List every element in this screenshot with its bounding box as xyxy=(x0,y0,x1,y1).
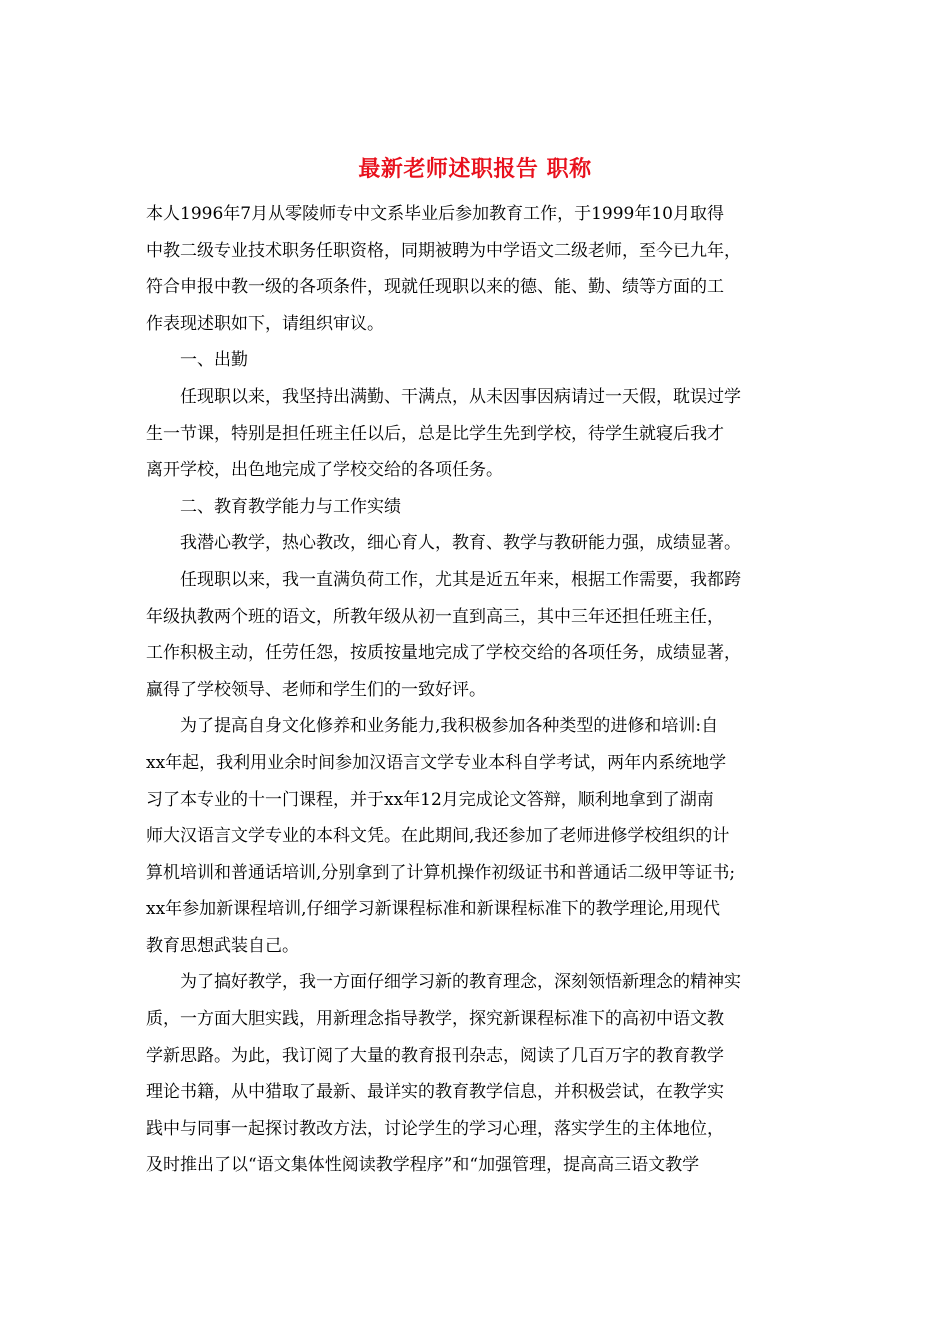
body-line: 离开学校，出色地完成了学校交给的各项任务。 xyxy=(146,460,503,481)
body-line: 赢得了学校领导、老师和学生们的一致好评。 xyxy=(146,679,486,700)
body-line: 践中与同事一起探讨教改方法，讨论学生的学习心理，落实学生的主体地位， xyxy=(146,1118,724,1139)
body-line: 工作积极主动，任劳任怨，按质按量地完成了学校交给的各项任务，成绩显著， xyxy=(146,643,741,664)
body-line: 为了提高自身文化修养和业务能力,我积极参加各种类型的进修和培训:自 xyxy=(180,716,719,737)
body-line: 任现职以来，我坚持出满勤、干满点，从未因事因病请过一天假，耽误过学 xyxy=(180,386,741,407)
body-line: 及时推出了以“语文集体性阅读教学程序”和“加强管理，提高高三语文教学 xyxy=(146,1155,700,1176)
body-line: 作表现述职如下，请组织审议。 xyxy=(146,313,384,334)
body-line: 质，一方面大胆实践，用新理念指导教学，探究新课程标准下的高初中语文教 xyxy=(146,1009,724,1030)
body-line: 算机培训和普通话培训,分别拿到了计算机操作初级证书和普通话二级甲等证书; xyxy=(146,862,736,883)
body-line: 师大汉语言文学专业的本科文凭。在此期间,我还参加了老师进修学校组织的计 xyxy=(146,826,730,847)
body-line: 教育思想武装自己。 xyxy=(146,935,299,956)
body-line: 年级执教两个班的语文，所教年级从初一直到高三，其中三年还担任班主任， xyxy=(146,606,724,627)
body-line: 理论书籍，从中猎取了最新、最详实的教育教学信息，并积极尝试，在教学实 xyxy=(146,1082,724,1103)
body-line: 我潜心教学，热心教改，细心育人，教育、教学与教研能力强，成绩显著。 xyxy=(180,533,741,554)
body-line: 二、教育教学能力与工作实绩 xyxy=(180,496,401,517)
body-line: 学新思路。为此，我订阅了大量的教育报刊杂志，阅读了几百万字的教育教学 xyxy=(146,1045,724,1066)
body-line: 一、出勤 xyxy=(180,350,248,371)
body-line: xx年参加新课程培训,仔细学习新课程标准和新课程标准下的教学理论,用现代 xyxy=(146,899,720,920)
document-title: 最新老师述职报告 职称 xyxy=(358,156,592,182)
document-body xyxy=(146,196,814,1184)
body-line: xx年起，我利用业余时间参加汉语言文学专业本科自学考试，两年内系统地学 xyxy=(146,752,727,773)
body-line: 本人1996年7月从零陵师专中文系毕业后参加教育工作，于1999年10月取得 xyxy=(146,204,724,224)
body-line: 任现职以来，我一直满负荷工作，尤其是近五年来，根据工作需要，我都跨 xyxy=(180,569,741,590)
body-line: 习了本专业的十一门课程，并于xx年12月完成论文答辩，顺利地拿到了湖南 xyxy=(146,789,714,810)
body-line: 符合申报中教一级的各项条件，现就任现职以来的德、能、勤、绩等方面的工 xyxy=(146,277,724,298)
body-line: 中教二级专业技术职务任职资格，同期被聘为中学语文二级老师，至今已九年， xyxy=(146,240,741,261)
body-line: 生一节课，特别是担任班主任以后，总是比学生先到学校，待学生就寝后我才 xyxy=(146,423,724,444)
body-line: 为了搞好教学，我一方面仔细学习新的教育理念，深刻领悟新理念的精神实 xyxy=(180,972,741,993)
